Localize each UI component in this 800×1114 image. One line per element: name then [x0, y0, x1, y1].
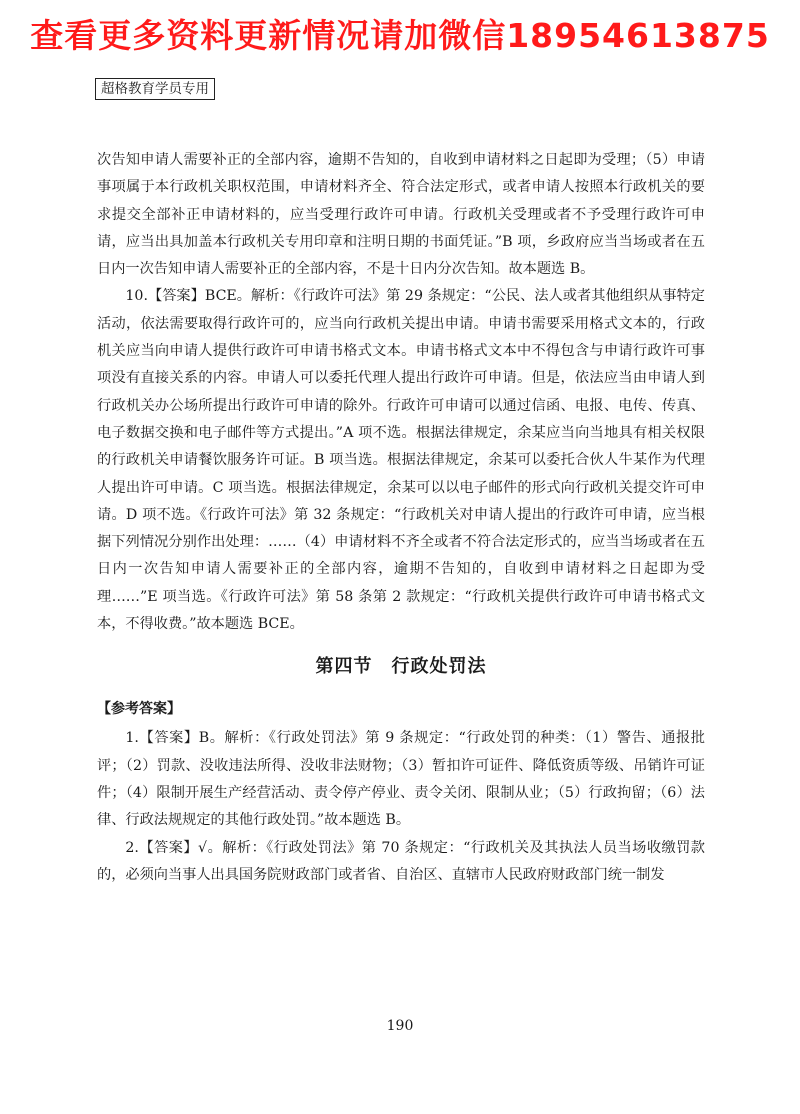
answer-paragraph-2: 2.【答案】√。解析：《行政处罚法》第 70 条规定：“行政机关及其执法人员当场收缴罚款的，必须向当事人出具国务院财政部门或者省、自治区、直辖市人民政府财政部门统一制发 — [97, 839, 705, 883]
paragraph-continuation: 次告知申请人需要补正的全部内容，逾期不告知的，自收到申请材料之日起即为受理；（5）申请事项属于本行政机关职权范围，申请材料齐全、符合法定形式，或者申请人按照本行政机关的要求提交全部补正申请材料的，应当受理行政许可申请。行政机关受理或者不予受理行政许可申请，应当出具加盖本行政机关专用印章和注明日期的书面凭证。”B 项，乡政府应当当场或者在五日内一次告知申请人需要补正的全部内容，不是十日内分次告知。故本题选 B。 — [97, 152, 705, 278]
answer-paragraph-1: 1.【答案】B。解析：《行政处罚法》第 9 条规定：“行政处罚的种类：（1）警告、通报批评；（2）罚款、没收违法所得、没收非法财物；（3）暂扣许可证件、降低资质等级、吊销许可证件；（4）限制开展生产经营活动、责令停产停业、责令关闭、限制从业；（5）行政拘留；（6）法律、行政法规规定的其他行政处罚。”故本题选 B。 — [97, 730, 705, 829]
header-stamp: 超格教育学员专用 — [95, 78, 215, 100]
document-body — [97, 147, 705, 889]
watermark-banner: 查看更多资料更新情况请加微信18954613875 — [30, 16, 770, 55]
answer-paragraph-10: 10.【答案】BCE。解析：《行政许可法》第 29 条规定：“公民、法人或者其他组织从事特定活动，依法需要取得行政许可的，应当向行政机关提出申请。申请书需要采用格式文本的，行政机关应当向申请人提供行政许可申请书格式文本。申请书格式文本中不得包含与申请行政许可事项没有直接关系的内容。申请人可以委托代理人提出行政许可申请。但是，依法应当由申请人到行政机关办公场所提出行政许可申请的除外。行政许可申请可以通过信函、电报、电传、传真、电子数据交换和电子邮件等方式提出。”A 项不选。根据法律规定，余某应当向当地具有相关权限的行政机关申请餐饮服务许可证。B 项当选。根据法律规定，余某可以委托合伙人牛某作为代理人提出许可申请。C 项当选。根据法律规定，余某可以以电子邮件的形式向行政机关提交许可申请。D 项不选。《行政许可法》第 32 条规定：“行政机关对申请人提出的行政许可申请，应当根据下列情况分别作出处理：……（4）申请材料不齐全或者不符合法定形式的，应当当场或者在五日内一次告知申请人需要补正的全部内容，逾期不告知的，自收到申请材料之日起即为受理……”E 项当选。《行政许可法》第 58 条第 2 款规定：“行政机关提供行政许可申请书格式文本，不得收费。”故本题选 BCE。 — [97, 288, 705, 633]
reference-answers-heading: 【参考答案】 — [97, 701, 181, 718]
section-title: 第四节 行政处罚法 — [315, 656, 487, 678]
page-number: 190 — [386, 1018, 414, 1034]
